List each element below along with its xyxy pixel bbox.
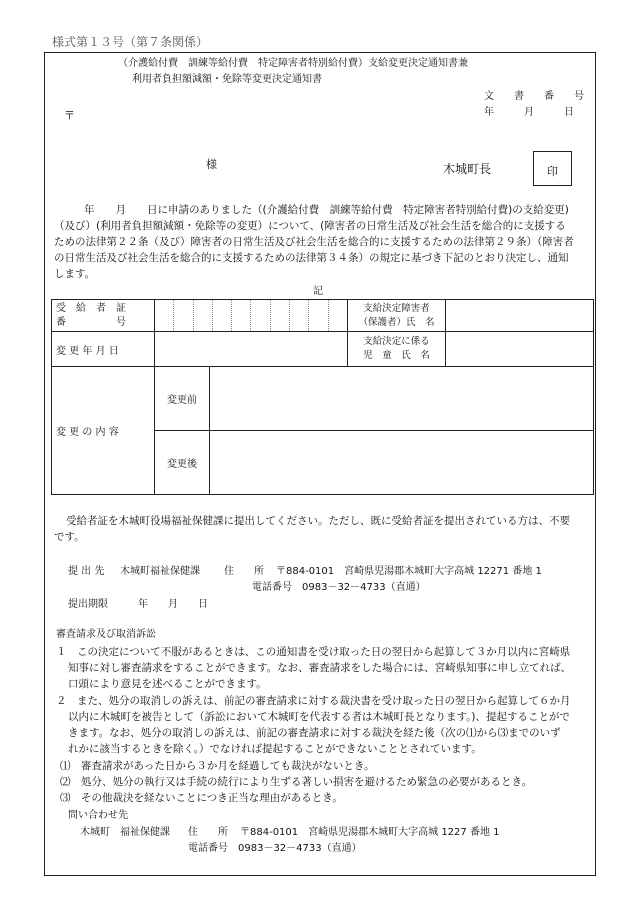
change-content-label: 変 更 の 内 容	[52, 367, 155, 495]
submit-deadline: 提出期限 年 月 日	[68, 599, 208, 610]
inquiry-heading: 問い合わせ先	[68, 810, 128, 821]
recipient-name-field[interactable]	[446, 300, 594, 332]
postal-mark: 〒	[64, 109, 75, 122]
notice-line-1: 受給者証を木城町役場福祉保健課に提出してください。ただし、既に受給者証を提出されている方は、不要	[66, 515, 570, 527]
appeal-p2-line-1: ２ また、処分の取消しの訴えは、前記の審査請求に対する裁決書を受け取った日の翌日から起算して６か月	[56, 695, 571, 707]
body-line-5: します。	[54, 268, 96, 280]
appeal-p2-line-2: 以内に木城町を被告として（訴訟において木城町を代表する者は木城町長となります。)、提起することがで	[68, 711, 571, 723]
inquiry-address: 〒884-0101 宮崎県児湯郡木城町大字高城 1227 番地 1	[240, 827, 500, 838]
decision-table	[51, 299, 594, 495]
title-line-2: 利用者負担額減額・免除等変更決定通知書	[132, 74, 322, 85]
date-label: 年 月 日	[484, 107, 574, 118]
appeal-p2-line-3: きます。なお、処分の取消しの訴えは、前記の審査請求に対する裁決を経た後（次の⑴から⑶までのいず	[68, 727, 561, 739]
ki-mark: 記	[313, 286, 323, 297]
inquiry-address-label: 住 所	[188, 827, 228, 838]
notice-line-2: です。	[54, 531, 85, 543]
after-content-field[interactable]	[210, 431, 594, 495]
body-line-4: の日常生活及び社会生活を総合的に支援するための法律第３４条）の規定に基づき下記のとおり決定し、通知	[54, 252, 569, 264]
submit-label: 提 出 先	[68, 566, 105, 577]
inquiry-office: 木城町 福祉保健課	[80, 827, 170, 838]
form-number: 様式第１３号（第７条関係）	[52, 35, 209, 49]
change-date-field[interactable]	[155, 332, 348, 367]
submit-address: 〒884-0101 宮崎県児湯郡木城町大字高城 12271 番地 1	[276, 566, 542, 577]
submit-address-label: 住 所	[224, 566, 264, 577]
child-name-field[interactable]	[446, 332, 594, 367]
before-content-field[interactable]	[210, 367, 594, 431]
appeal-p1-line-2: 知事に対し審査請求をすることができます。なお、審査請求をした場合には、宮崎県知事に申し立てれば、	[68, 662, 572, 674]
appeal-p1-line-3: 口頭により意見を述べることができます。	[68, 678, 267, 690]
child-name-label: 支給決定に係る 児 童 氏 名	[348, 332, 446, 367]
document-number-label: 文 書 番 号	[484, 91, 584, 102]
seal-box	[533, 151, 572, 186]
appeal-case-1: ⑴ 審査請求があった日から３か月を経過しても裁決がないとき。	[60, 760, 375, 772]
issuer-name: 木城町長	[443, 162, 492, 176]
change-date-label: 変 更 年 月 日	[52, 332, 155, 367]
body-line-2: （及び）(利用者負担額減額・免除等の変更）について、(障害者の日常生活及び社会生活を総合的に支援する	[54, 220, 566, 232]
beneficiary-cert-label: 受 給 者 証 番 号	[52, 300, 155, 332]
appeal-heading: 審査請求及び取消訴訟	[56, 629, 156, 640]
title-line-1: （介護給付費 訓練等給付費 特定障害者特別給付費）支給変更決定通知書兼	[118, 58, 468, 69]
submit-phone: 電話番号 0983－32－4733（直通）	[252, 582, 426, 593]
body-line-3: ための法律第２２条（及び）障害者の日常生活及び社会生活を総合的に支援するための法律第２９条）（障害者	[54, 236, 574, 248]
appeal-p1-line-1: １ この決定について不服があるときは、この通知書を受け取った日の翌日から起算して３か月以内に宮崎県	[56, 646, 571, 658]
body-line-1: 年 月 日に申請のありました（(介護給付費 訓練等給付費 特定障害者特別給付費)の支給変更)	[84, 204, 569, 216]
appeal-case-2: ⑵ 処分、処分の執行又は手続の続行により生ずる著しい損害を避けるため緊急の必要があるとき。	[60, 776, 533, 788]
appeal-p2-line-4: れかに該当するときを除く。）でなければ提起することができないこととされています。	[68, 743, 482, 755]
recipient-name-label: 支給決定障害者 （保護者）氏 名	[348, 300, 446, 332]
beneficiary-cert-number-field[interactable]	[155, 300, 348, 332]
inquiry-phone: 電話番号 0983－32－4733（直通）	[188, 843, 362, 854]
after-label: 変更後	[155, 431, 210, 495]
before-label: 変更前	[155, 367, 210, 431]
submit-office: 木城町福祉保健課	[120, 566, 200, 577]
addressee-suffix: 様	[206, 158, 217, 171]
seal-label: 印	[547, 165, 558, 178]
appeal-case-3: ⑶ その他裁決を経ないことにつき正当な理由があるとき。	[60, 792, 343, 804]
